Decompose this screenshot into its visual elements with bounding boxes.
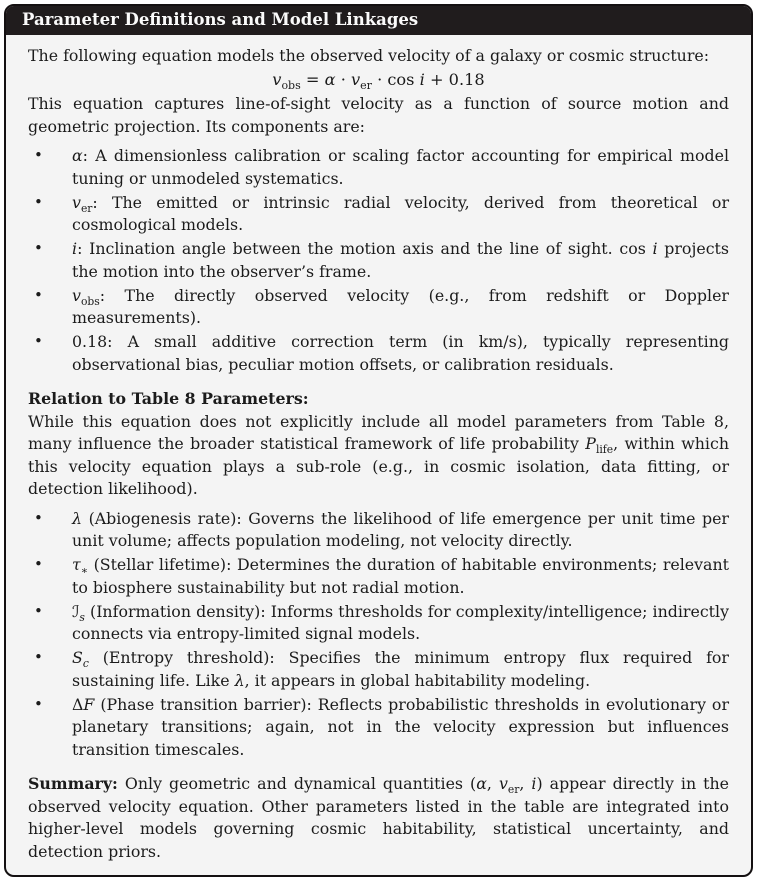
- text-run: (Stellar lifetime): Determines the duration of habitable environments; relevant to biosphere sustainability but not radial motion.: [72, 555, 729, 597]
- text-run: S: [72, 648, 83, 667]
- list-item-text: [72, 509, 729, 551]
- summary: [28, 773, 729, 863]
- list-item-text: [72, 239, 729, 281]
- text-run: This equation captures line-of-sight velocity as a function of source motion and geometric projection. Its components are:: [28, 94, 729, 136]
- text-run: s: [79, 610, 85, 624]
- list-item: [28, 508, 729, 553]
- table8-parameters: [28, 508, 729, 762]
- velocity-equation: [28, 69, 729, 92]
- text-run: ) appear directly in the observed velocity equation. Other parameters listed in the table are integrated into higher-level models governing cosmic habitability, statistical uncertainty, and detection priors.: [28, 774, 730, 861]
- text-run: F: [83, 694, 95, 714]
- text-run: Δ: [72, 694, 84, 714]
- text-run: (Abiogenesis rate): Governs the likelihood of life emergence per unit time per unit volume; affects population modeling, not velocity directly.: [72, 508, 729, 550]
- bullet-icon: •: [34, 192, 43, 211]
- text-run: i: [419, 69, 425, 89]
- text-run: v: [350, 69, 361, 89]
- bullet-icon: •: [34, 239, 43, 257]
- text-run: v: [498, 774, 508, 793]
- text-run: ,: [486, 774, 499, 793]
- text-run: (Phase transition barrier): Reflects probabilistic thresholds in evolutionary or planetary transitions; again, not in the velocity expression but influences transition timescales.: [72, 694, 729, 759]
- text-run: : The directly observed velocity (e.g., from redshift or Doppler measurements).: [72, 285, 729, 327]
- text-run: (Entropy threshold): Specifies the minimum entropy flux required for sustaining life. Like: [72, 648, 729, 690]
- bullet-icon: •: [34, 508, 43, 527]
- list-item-text: [72, 332, 729, 374]
- text-run: ℐ: [72, 601, 80, 621]
- list-item-text: [72, 602, 729, 644]
- text-run: ∗: [80, 564, 89, 578]
- intro-line: [28, 45, 729, 68]
- bullet-icon: •: [34, 694, 43, 713]
- text-run: , it appears in global habitability modeling.: [244, 670, 591, 690]
- relation-heading: [28, 388, 729, 411]
- text-run: i: [72, 239, 78, 258]
- equation-explanation: [28, 93, 729, 138]
- text-run: τ: [72, 555, 81, 574]
- list-item: [28, 647, 729, 692]
- text-run: er: [80, 201, 93, 215]
- list-item: [28, 331, 729, 376]
- text-run: : The emitted or intrinsic radial velocity, derived from theoretical or cosmological models.: [72, 192, 729, 234]
- text-run: : Inclination angle between the motion axis and the line of sight. cos: [77, 239, 653, 258]
- text-run: λ: [72, 508, 83, 528]
- text-run: α: [476, 774, 487, 793]
- text-run: λ: [234, 670, 245, 690]
- bullet-icon: •: [34, 332, 43, 350]
- text-run: er: [507, 783, 520, 797]
- text-run: Only geometric and dynamical quantities (: [117, 774, 477, 793]
- list-item-text: [72, 286, 729, 328]
- bullet-icon: •: [34, 648, 43, 666]
- parameter-definitions-panel: [4, 4, 753, 877]
- text-run: obs: [281, 78, 301, 92]
- text-run: : A dimensionless calibration or scaling factor accounting for empirical model tuning or unmodeled systematics.: [72, 146, 729, 188]
- text-run: 0.18: A small additive correction term (in km/s), typically representing observational bias, peculiar motion offsets, or calibration residuals.: [72, 332, 729, 374]
- text-run: ·: [335, 69, 351, 89]
- text-run: α: [72, 146, 83, 165]
- text-run: ,: [519, 774, 532, 793]
- text-run: , within which this velocity equation plays a sub-role (e.g., in cosmic isolation, data fitting, or detection likelihood).: [28, 434, 729, 498]
- list-item: [28, 238, 729, 283]
- list-item: [28, 285, 729, 330]
- text-run: (Information density): Informs thresholds for complexity/intelligence; indirectly connects via entropy-limited signal models.: [72, 601, 729, 643]
- relation-body: [28, 411, 729, 501]
- text-run: α: [324, 69, 336, 89]
- panel-title: Parameter Definitions and Model Linkages: [22, 10, 419, 29]
- text-run: Summary:: [28, 774, 118, 793]
- text-run: =: [300, 69, 325, 89]
- text-run: i: [652, 239, 658, 258]
- text-run: P: [585, 434, 596, 453]
- bullet-icon: •: [34, 146, 43, 164]
- list-item: [28, 554, 729, 599]
- bullet-icon: •: [34, 555, 43, 573]
- text-run: While this equation does not explicitly include all model parameters from Table 8, many influence the broader statistical framework of life probability: [28, 411, 729, 453]
- list-item: [28, 601, 729, 646]
- text-run: er: [360, 78, 372, 92]
- text-run: c: [82, 657, 89, 671]
- text-run: v: [72, 192, 81, 212]
- list-item: [28, 145, 729, 190]
- equation-components: [28, 145, 729, 376]
- text-run: + 0.18: [424, 69, 485, 89]
- list-item-text: [72, 146, 729, 188]
- text-run: i: [531, 774, 537, 793]
- panel-header: [6, 6, 751, 35]
- text-run: · cos: [371, 69, 420, 89]
- list-item-text: [72, 555, 729, 597]
- text-run: v: [272, 69, 282, 89]
- text-run: obs: [80, 294, 100, 308]
- list-item: [28, 694, 729, 762]
- list-item-text: [72, 648, 729, 690]
- text-run: life: [595, 443, 614, 457]
- text-run: v: [72, 285, 81, 305]
- bullet-icon: •: [34, 601, 43, 620]
- list-item-text: [72, 193, 729, 235]
- text-run: projects the motion into the observer’s frame.: [72, 239, 729, 281]
- list-item: [28, 192, 729, 237]
- bullet-icon: •: [34, 285, 43, 304]
- text-run: Relation to Table 8 Parameters:: [28, 389, 309, 408]
- panel-body: [6, 35, 751, 875]
- list-item-text: [72, 695, 729, 759]
- text-run: The following equation models the observed velocity of a galaxy or cosmic structure:: [28, 46, 710, 65]
